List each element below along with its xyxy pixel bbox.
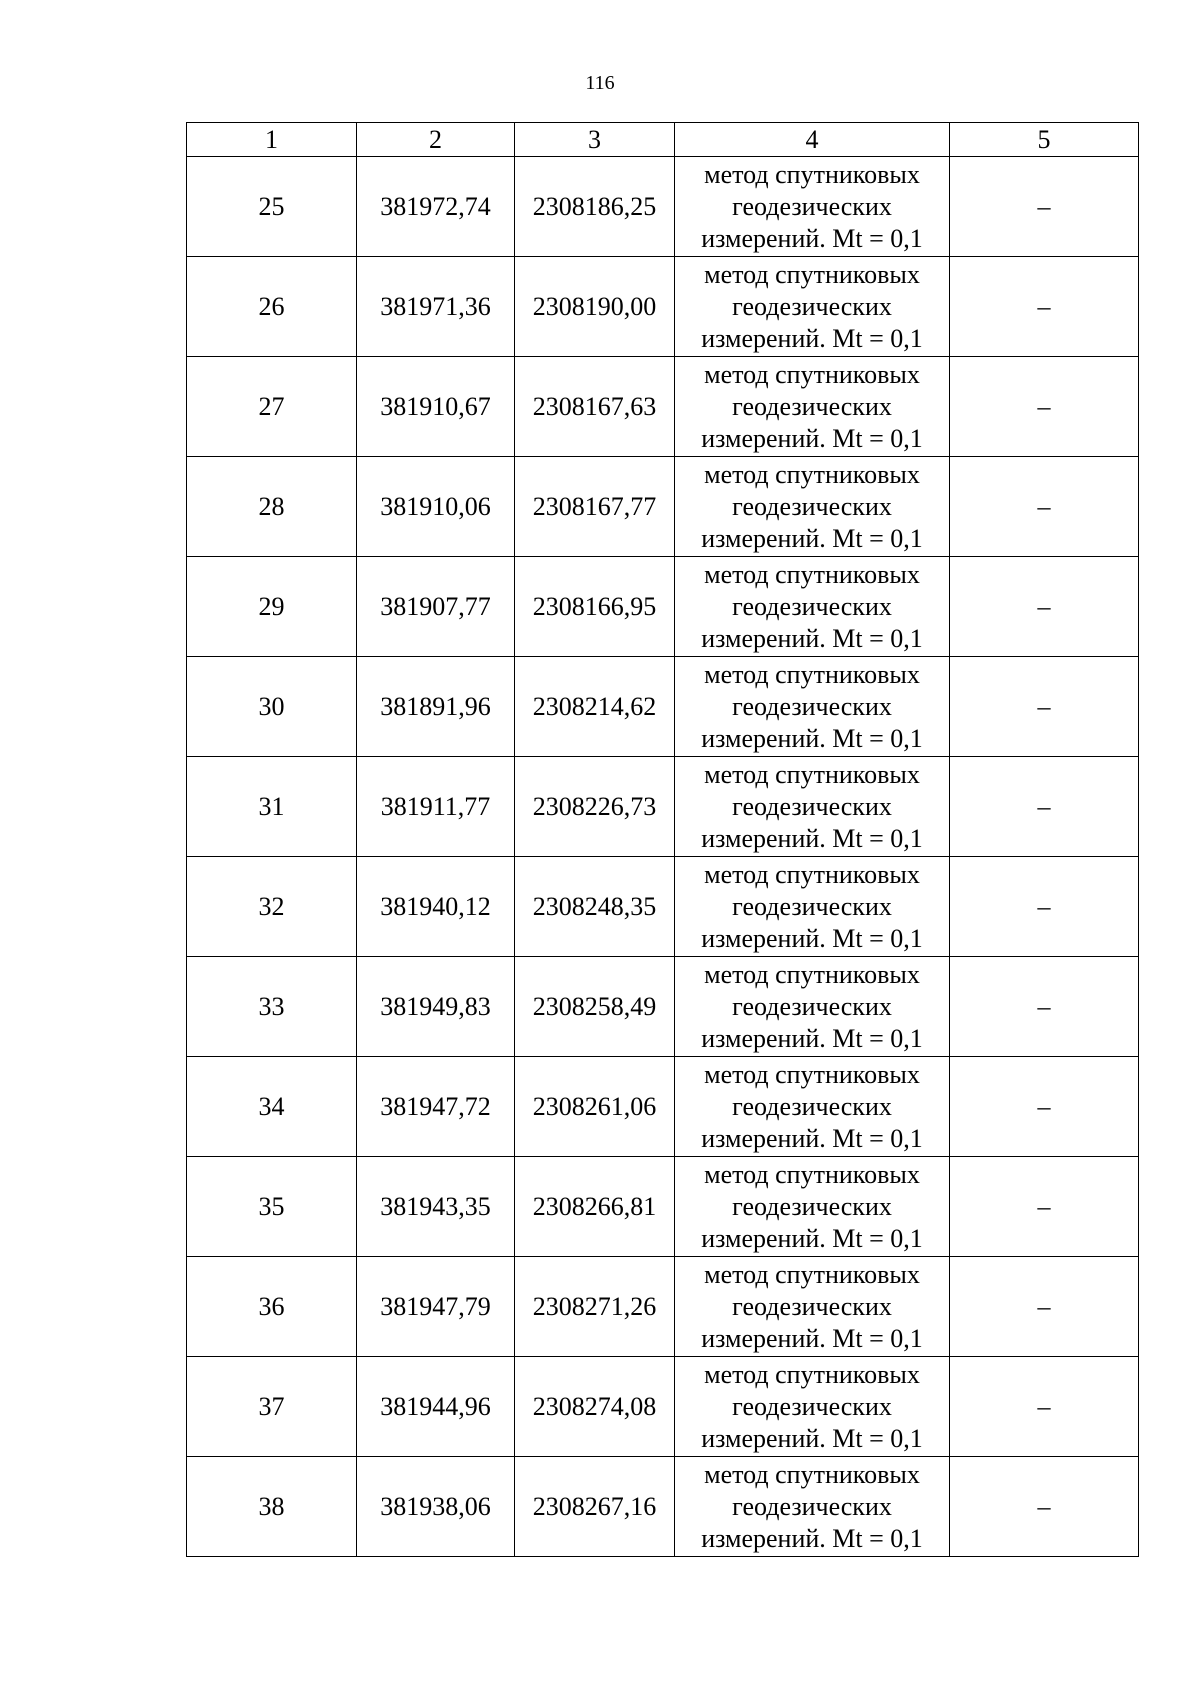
method-line: измерений. Mt = 0,1: [701, 923, 923, 953]
method-line: метод спутниковых: [704, 559, 920, 589]
note-cell: –: [950, 757, 1139, 857]
method-cell: [675, 657, 950, 757]
method-line: измерений. Mt = 0,1: [701, 623, 923, 653]
point-number-cell: 31: [187, 757, 357, 857]
x-coordinate-cell: 381947,79: [357, 1257, 515, 1357]
method-cell: [675, 857, 950, 957]
method-line: метод спутниковых: [704, 1459, 920, 1489]
x-coordinate-cell: 381907,77: [357, 557, 515, 657]
method-cell: [675, 957, 950, 1057]
table-row: [187, 457, 1139, 557]
method-line: метод спутниковых: [704, 359, 920, 389]
column-header-5: 5: [950, 123, 1139, 157]
method-line: геодезических: [732, 1191, 892, 1221]
method-line: геодезических: [732, 1091, 892, 1121]
x-coordinate-cell: 381971,36: [357, 257, 515, 357]
note-cell: –: [950, 557, 1139, 657]
x-coordinate-cell: 381910,06: [357, 457, 515, 557]
method-line: геодезических: [732, 1391, 892, 1421]
table-row: [187, 257, 1139, 357]
point-number-cell: 36: [187, 1257, 357, 1357]
y-coordinate-cell: 2308226,73: [515, 757, 675, 857]
table-body: [187, 157, 1139, 1557]
y-coordinate-cell: 2308167,63: [515, 357, 675, 457]
note-cell: –: [950, 257, 1139, 357]
method-cell: [675, 1357, 950, 1457]
column-header-3: 3: [515, 123, 675, 157]
table-row: [187, 357, 1139, 457]
point-number-cell: 25: [187, 157, 357, 257]
column-header-1: 1: [187, 123, 357, 157]
note-cell: –: [950, 1157, 1139, 1257]
point-number-cell: 35: [187, 1157, 357, 1257]
table-header-row: [187, 123, 1139, 157]
method-line: измерений. Mt = 0,1: [701, 523, 923, 553]
table-row: [187, 1457, 1139, 1557]
x-coordinate-cell: 381910,67: [357, 357, 515, 457]
y-coordinate-cell: 2308186,25: [515, 157, 675, 257]
method-line: измерений. Mt = 0,1: [701, 723, 923, 753]
x-coordinate-cell: 381949,83: [357, 957, 515, 1057]
point-number-cell: 26: [187, 257, 357, 357]
page-number: 116: [585, 72, 615, 94]
y-coordinate-cell: 2308266,81: [515, 1157, 675, 1257]
method-line: геодезических: [732, 291, 892, 321]
y-coordinate-cell: 2308214,62: [515, 657, 675, 757]
method-cell: [675, 757, 950, 857]
method-line: метод спутниковых: [704, 1159, 920, 1189]
method-line: геодезических: [732, 791, 892, 821]
x-coordinate-cell: 381972,74: [357, 157, 515, 257]
y-coordinate-cell: 2308271,26: [515, 1257, 675, 1357]
point-number-cell: 32: [187, 857, 357, 957]
point-number-cell: 34: [187, 1057, 357, 1157]
point-number-cell: 27: [187, 357, 357, 457]
point-number-cell: 38: [187, 1457, 357, 1557]
y-coordinate-cell: 2308248,35: [515, 857, 675, 957]
point-number-cell: 33: [187, 957, 357, 1057]
x-coordinate-cell: 381911,77: [357, 757, 515, 857]
table-row: [187, 1257, 1139, 1357]
method-line: метод спутниковых: [704, 159, 920, 189]
point-number-cell: 30: [187, 657, 357, 757]
table-row: [187, 1357, 1139, 1457]
method-cell: [675, 1457, 950, 1557]
method-line: метод спутниковых: [704, 259, 920, 289]
y-coordinate-cell: 2308190,00: [515, 257, 675, 357]
method-line: измерений. Mt = 0,1: [701, 1223, 923, 1253]
table-row: [187, 557, 1139, 657]
method-line: метод спутниковых: [704, 459, 920, 489]
method-line: измерений. Mt = 0,1: [701, 1523, 923, 1553]
table-row: [187, 857, 1139, 957]
point-number-cell: 28: [187, 457, 357, 557]
x-coordinate-cell: 381938,06: [357, 1457, 515, 1557]
method-cell: [675, 1257, 950, 1357]
note-cell: –: [950, 1357, 1139, 1457]
method-line: геодезических: [732, 191, 892, 221]
note-cell: –: [950, 1057, 1139, 1157]
method-line: метод спутниковых: [704, 659, 920, 689]
note-cell: –: [950, 457, 1139, 557]
method-line: измерений. Mt = 0,1: [701, 323, 923, 353]
method-line: геодезических: [732, 691, 892, 721]
method-cell: [675, 1057, 950, 1157]
note-cell: –: [950, 957, 1139, 1057]
method-line: геодезических: [732, 1291, 892, 1321]
method-line: измерений. Mt = 0,1: [701, 423, 923, 453]
table-row: [187, 1057, 1139, 1157]
table-row: [187, 957, 1139, 1057]
method-line: метод спутниковых: [704, 1259, 920, 1289]
note-cell: –: [950, 657, 1139, 757]
y-coordinate-cell: 2308274,08: [515, 1357, 675, 1457]
method-line: геодезических: [732, 591, 892, 621]
method-line: геодезических: [732, 991, 892, 1021]
y-coordinate-cell: 2308166,95: [515, 557, 675, 657]
table-row: [187, 1157, 1139, 1257]
column-header-2: 2: [357, 123, 515, 157]
method-line: измерений. Mt = 0,1: [701, 1023, 923, 1053]
method-line: метод спутниковых: [704, 859, 920, 889]
method-cell: [675, 557, 950, 657]
method-line: геодезических: [732, 391, 892, 421]
point-number-cell: 37: [187, 1357, 357, 1457]
y-coordinate-cell: 2308267,16: [515, 1457, 675, 1557]
note-cell: –: [950, 1457, 1139, 1557]
method-cell: [675, 1157, 950, 1257]
method-line: измерений. Mt = 0,1: [701, 823, 923, 853]
method-line: измерений. Mt = 0,1: [701, 223, 923, 253]
x-coordinate-cell: 381944,96: [357, 1357, 515, 1457]
x-coordinate-cell: 381891,96: [357, 657, 515, 757]
method-line: метод спутниковых: [704, 1359, 920, 1389]
x-coordinate-cell: 381943,35: [357, 1157, 515, 1257]
method-line: геодезических: [732, 1491, 892, 1521]
x-coordinate-cell: 381947,72: [357, 1057, 515, 1157]
method-line: геодезических: [732, 891, 892, 921]
method-line: метод спутниковых: [704, 1059, 920, 1089]
note-cell: –: [950, 857, 1139, 957]
method-cell: [675, 457, 950, 557]
table-row: [187, 157, 1139, 257]
method-line: метод спутниковых: [704, 959, 920, 989]
point-number-cell: 29: [187, 557, 357, 657]
method-cell: [675, 357, 950, 457]
y-coordinate-cell: 2308261,06: [515, 1057, 675, 1157]
method-line: измерений. Mt = 0,1: [701, 1323, 923, 1353]
y-coordinate-cell: 2308258,49: [515, 957, 675, 1057]
method-cell: [675, 157, 950, 257]
coordinates-table: [186, 122, 1139, 1557]
method-cell: [675, 257, 950, 357]
column-header-4: 4: [675, 123, 950, 157]
method-line: измерений. Mt = 0,1: [701, 1123, 923, 1153]
note-cell: –: [950, 357, 1139, 457]
method-line: геодезических: [732, 491, 892, 521]
method-line: метод спутниковых: [704, 759, 920, 789]
note-cell: –: [950, 157, 1139, 257]
table-row: [187, 757, 1139, 857]
method-line: измерений. Mt = 0,1: [701, 1423, 923, 1453]
y-coordinate-cell: 2308167,77: [515, 457, 675, 557]
note-cell: –: [950, 1257, 1139, 1357]
x-coordinate-cell: 381940,12: [357, 857, 515, 957]
table-row: [187, 657, 1139, 757]
